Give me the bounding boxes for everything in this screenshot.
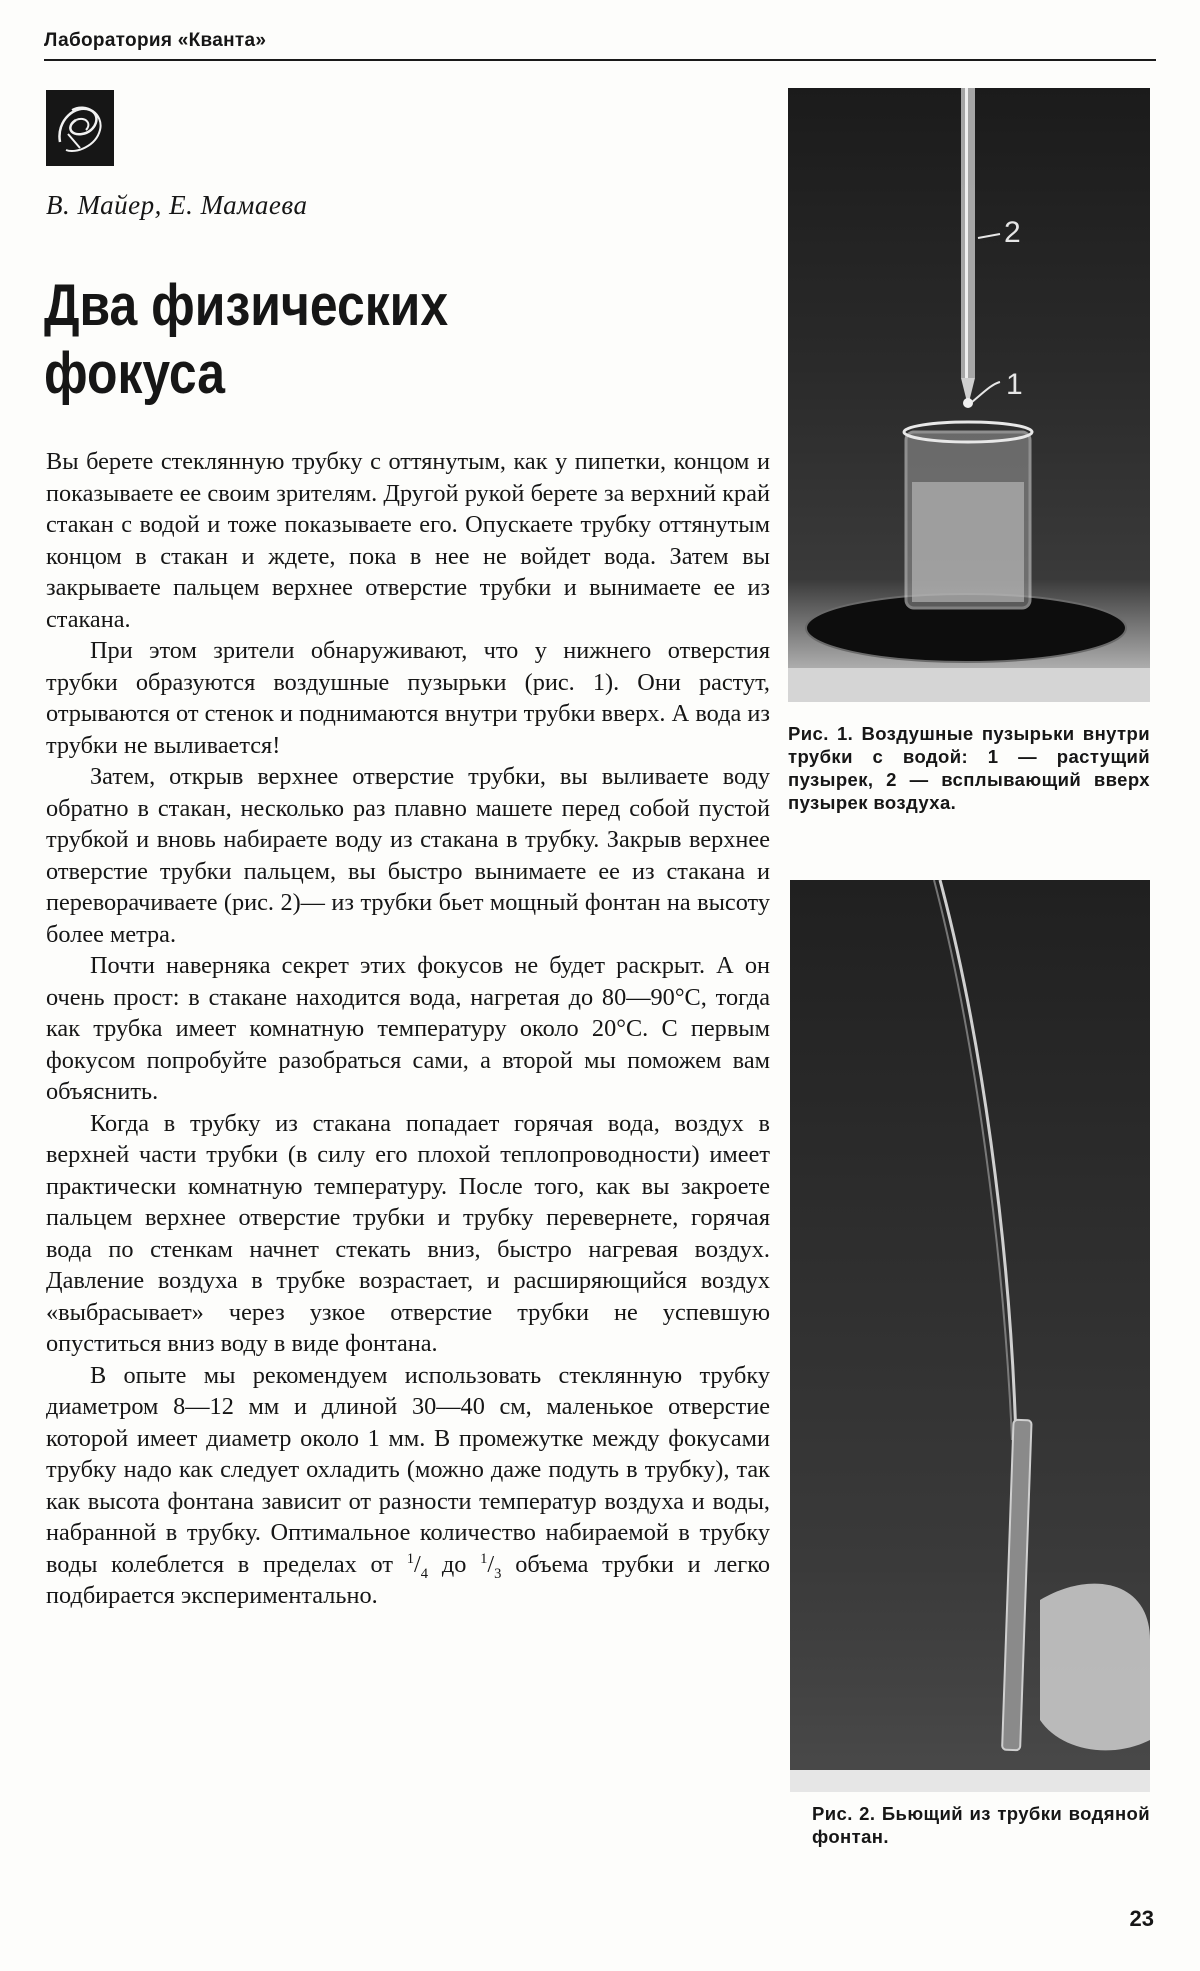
fraction-1-numerator: 1 xyxy=(406,1550,415,1567)
title-line-2: фокуса xyxy=(44,341,226,406)
figure-2-photo xyxy=(790,880,1150,1792)
section-header: Лаборатория «Кванта» xyxy=(44,30,1156,61)
page-number: 23 xyxy=(1129,1906,1154,1931)
paragraph-6-text-a: В опыте мы рекомендуем использовать стеклянную трубку диаметром 8—12 мм и длиной 30—40 см, маленькое отверстие которой имеет диаметр около 1 мм. В промежутке между фокусами трубку надо как следует охладить (можно даже подуть в трубку), так как высота фонтана зависит от разности температур воздуха и воды, набранной в трубку. Оптимальное количество набираемой в трубку воды колеблется в пределах от xyxy=(46,1361,770,1578)
fig1-label-2: 2 xyxy=(1004,216,1021,249)
paragraph-2: При этом зрители обнаруживают, что у нижнего отверстия трубки образуются воздушные пузырьки (рис. 1). Они растут, отрываются от стенок и поднимаются внутри трубки вверх. А вода из трубки не выливается! xyxy=(46,637,770,759)
figure-2-caption: Рис. 2. Бьющий из трубки водяной фонтан. xyxy=(812,1803,1150,1847)
paragraph-6-text-b: до xyxy=(428,1550,481,1578)
kvant-lab-logo xyxy=(46,90,114,166)
lab-emblem-icon xyxy=(46,90,114,166)
paragraph-3: Затем, открыв верхнее отверстие трубки, вы выливаете воду обратно в стакан, несколько раз плавно машете перед собой пустой трубкой и вновь набираете воду из стакана в трубку. Закрыв верхнее отверстие трубки пальцем, вы быстро вынимаете ее из стакана и переворачиваете (рис. 2)— из трубки бьет мощный фонтан на высоту более метра. xyxy=(46,763,770,948)
paragraph-4: Почти наверняка секрет этих фокусов не будет раскрыт. А он очень прост: в стакане находится вода, нагретая до 80—90°С, тогда как трубка имеет комнатную температуру около 20°С. С первым фокусом попробуйте разобраться сами, а второй мы поможем вам объяснить. xyxy=(46,952,770,1105)
article-body xyxy=(46,446,770,1612)
paragraph-6-text-c: объема трубки и легко подбирается экспериментально. xyxy=(46,1550,770,1609)
article-title xyxy=(44,272,663,408)
title-line-1: Два физических xyxy=(44,273,449,338)
fraction-2-denominator: 3 xyxy=(494,1565,502,1582)
figure-1-photo xyxy=(788,88,1150,702)
paragraph-1: Вы берете стеклянную трубку с оттянутым, как у пипетки, концом и показываете ее своим зрителям. Другой рукой берете за верхний край стакан с водой и тоже показываете его. Опускаете трубку оттянутым концом в стакан и ждете, пока в нее не войдет вода. Затем вы закрываете пальцем верхнее отверстие трубки и вынимаете ее из стакана. xyxy=(46,448,770,633)
fig1-label-1: 1 xyxy=(1006,368,1023,401)
paragraph-5: Когда в трубку из стакана попадает горячая вода, воздух в верхней части трубки (в силу его плохой теплопроводности) имеет практически комнатную температуру. После того, как вы закроете пальцем верхнее отверстие трубки и трубку перевернете, горячая вода по стенкам начнет стекать вниз, быстро нагревая воздух. Давление воздуха в трубке возрастает, и расширяющийся воздух «выбрасывает» через узкое отверстие трубки не успевшую опуститься вниз воду в виде фонтана. xyxy=(46,1109,770,1357)
fraction-1-denominator: 4 xyxy=(420,1565,429,1582)
paragraph-6: В опыте мы рекомендуем использовать стеклянную трубку диаметром 8—12 мм и длиной 30—40 см, маленькое отверстие которой имеет диаметр около 1 мм. В промежутке между фокусами трубку надо как следует охладить (можно даже подуть в трубку), так как высота фонтана зависит от разности температур воздуха и воды, набранной в трубку. Оптимальное количество набираемой в трубку воды колеблется в пределах от $^1/_4$ до $^1/_3$ объема трубки и легко подбирается экспериментально. xyxy=(46,1361,770,1609)
tube-and-beaker-illustration xyxy=(788,88,1150,702)
fraction-2-numerator: 1 xyxy=(480,1550,488,1567)
article-authors: В. Майер, Е. Мамаева xyxy=(46,190,308,220)
figure-1-caption: Рис. 1. Воздушные пузырьки внутри трубки с водой: 1 — растущий пузырек, 2 — всплывающий вверх пузырек воздуха. xyxy=(788,723,1150,813)
fountain-illustration xyxy=(790,880,1150,1792)
